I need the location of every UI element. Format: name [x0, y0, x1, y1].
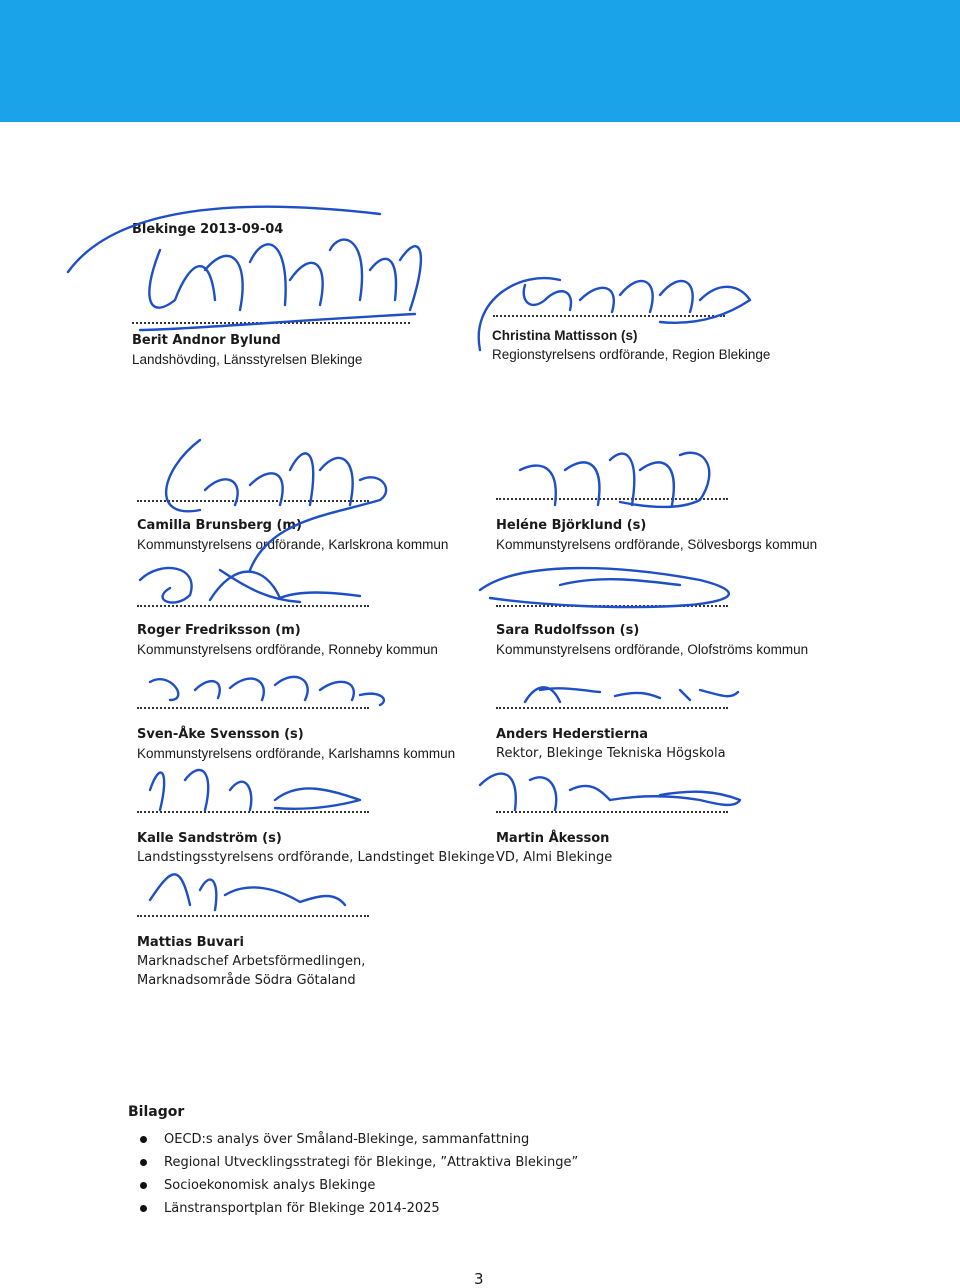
signatory-block — [132, 331, 362, 369]
signatory-title-line2: Marknadsområde Södra Götaland — [137, 973, 356, 988]
signatory-block — [496, 621, 808, 659]
signatory-name: Christina Mattisson (s) — [492, 328, 638, 343]
signatory-block — [137, 933, 365, 990]
signatory-title: Landstingsstyrelsens ordförande, Landstinget Blekinge — [137, 850, 495, 865]
signature-line — [137, 605, 369, 607]
signature-line — [496, 605, 728, 607]
signatory-name: Kalle Sandström (s) — [137, 831, 282, 846]
bilagor-list — [140, 1131, 578, 1223]
signature-line — [132, 322, 410, 324]
signatory-block — [137, 829, 495, 867]
signature-line — [496, 707, 728, 709]
signature-line — [137, 915, 369, 917]
signature-kalle-sandstrom — [150, 770, 360, 810]
signatory-name: Heléne Björklund (s) — [496, 518, 647, 533]
signatory-title: Marknadschef Arbetsförmedlingen, — [137, 954, 366, 969]
signatory-block — [496, 725, 726, 763]
signatory-block — [492, 326, 770, 364]
signature-roger-fredriksson — [140, 568, 360, 603]
signatory-name: Berit Andnor Bylund — [132, 333, 281, 348]
signatory-name: Mattias Buvari — [137, 935, 244, 950]
signatory-block — [137, 621, 438, 659]
signatory-name: Sara Rudolfsson (s) — [496, 623, 640, 638]
signatory-name: Anders Hederstierna — [496, 727, 649, 742]
signature-sven-ake-svensson — [150, 677, 384, 705]
signatory-block — [137, 725, 455, 763]
list-item: Länstransportplan för Blekinge 2014-2025 — [140, 1200, 578, 1223]
signature-mattias-buvari — [150, 874, 345, 910]
signatory-title: Kommunstyrelsens ordförande, Sölvesborgs kommun — [496, 537, 818, 552]
signatory-title: VD, Almi Blekinge — [496, 850, 613, 865]
signatory-title: Kommunstyrelsens ordförande, Olofströms kommun — [496, 642, 809, 657]
signatory-title: Kommunstyrelsens ordförande, Karlskrona kommun — [137, 537, 449, 552]
signature-line — [137, 500, 369, 502]
signatory-title: Rektor, Blekinge Tekniska Högskola — [496, 746, 726, 761]
signatory-title: Kommunstyrelsens ordförande, Ronneby kommun — [137, 642, 438, 657]
signatory-block — [496, 516, 817, 554]
list-item: OECD:s analys över Småland-Blekinge, sammanfattning — [140, 1131, 578, 1154]
signatory-block — [496, 829, 612, 867]
signature-martin-akesson — [480, 774, 740, 810]
page-number: 3 — [474, 1270, 484, 1288]
signature-line — [496, 811, 728, 813]
signature-line — [496, 498, 728, 500]
header-band — [0, 0, 960, 122]
signature-line — [137, 811, 369, 813]
signatory-block — [137, 516, 448, 554]
signatory-name: Martin Åkesson — [496, 831, 610, 846]
signatory-name: Roger Fredriksson (m) — [137, 623, 301, 638]
list-item: Socioekonomisk analys Blekinge — [140, 1177, 578, 1200]
signatory-title: Kommunstyrelsens ordförande, Karlshamns kommun — [137, 746, 456, 761]
signatory-name: Sven-Åke Svensson (s) — [137, 727, 304, 742]
list-item: Regional Utvecklingsstrategi för Blekinge, ”Attraktiva Blekinge” — [140, 1154, 578, 1177]
signatory-title: Regionstyrelsens ordförande, Region Blekinge — [492, 347, 771, 362]
signatory-title: Landshövding, Länsstyrelsen Blekinge — [132, 352, 363, 367]
bilagor-heading: Bilagor — [128, 1104, 185, 1120]
signature-anders-hederstierna — [525, 687, 738, 702]
signatory-name: Camilla Brunsberg (m) — [137, 518, 302, 533]
signature-line — [137, 707, 369, 709]
signature-sara-rudolfsson — [480, 568, 729, 607]
signature-line — [493, 315, 725, 317]
date-line: Blekinge 2013-09-04 — [132, 222, 284, 237]
